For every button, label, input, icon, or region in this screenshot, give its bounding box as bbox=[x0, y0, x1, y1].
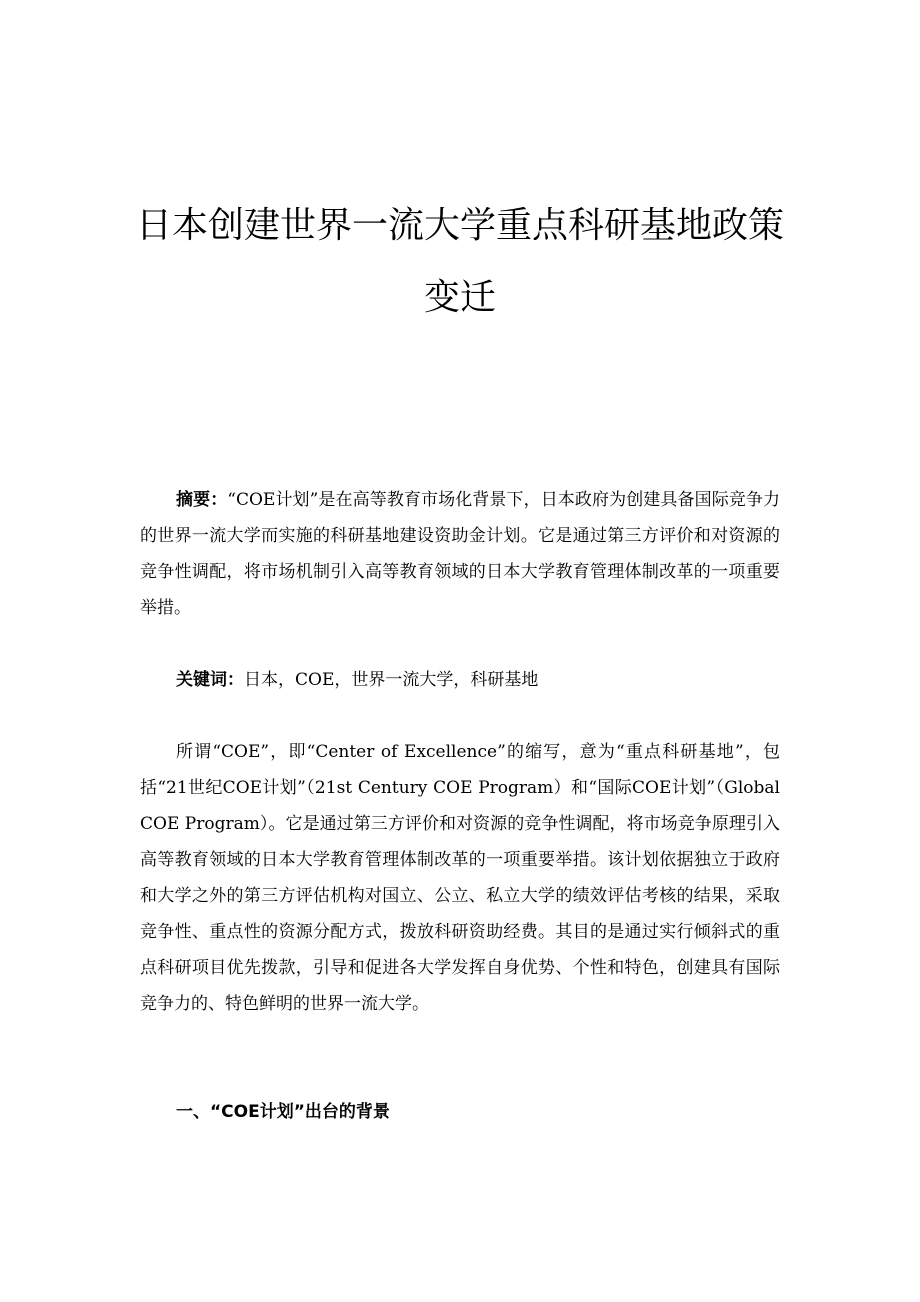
section-heading: 一、“COE计划”出台的背景 bbox=[176, 1102, 390, 1122]
abstract-paragraph bbox=[140, 482, 780, 626]
keywords-label: 关键词： bbox=[176, 670, 244, 690]
abstract-text: “COE计划”是在高等教育市场化背景下，日本政府为创建具备国际竞争力的世界一流大学而实施的科研基地建设资助金计划。它是通过第三方评价和对资源的竞争性调配，将市场机制引入高等教育领域的日本大学教育管理体制改革的一项重要举措。 bbox=[140, 490, 780, 618]
document-title: 日本创建世界一流大学重点科研基地政策变迁 bbox=[135, 205, 784, 318]
intro-paragraph: 所谓“COE”，即“Center of Excellence”的缩写，意为“重点科研基地”，包括“21世纪COE计划”（21st Century COE Program）和“国际COE计划”（Global COE Program）。它是通过第三方评价和对资源的竞争性调配，将市场竞争原理引入高等教育领域的日本大学教育管理体制改革的一项重要举措。该计划依据独立于政府和大学之外的第三方评估机构对国立、公立、私立大学的绩效评估考核的结果，采取竞争性、重点性的资源分配方式，拨放科研资助经费。其目的是通过实行倾斜式的重点科研项目优先拨款，引导和促进各大学发挥自身优势、个性和特色，创建具有国际竞争力的、特色鲜明的世界一流大学。 bbox=[140, 742, 780, 1014]
keywords-paragraph bbox=[140, 662, 780, 698]
abstract-label: 摘要： bbox=[176, 490, 228, 510]
keywords-text: 日本，COE，世界一流大学，科研基地 bbox=[244, 670, 539, 690]
